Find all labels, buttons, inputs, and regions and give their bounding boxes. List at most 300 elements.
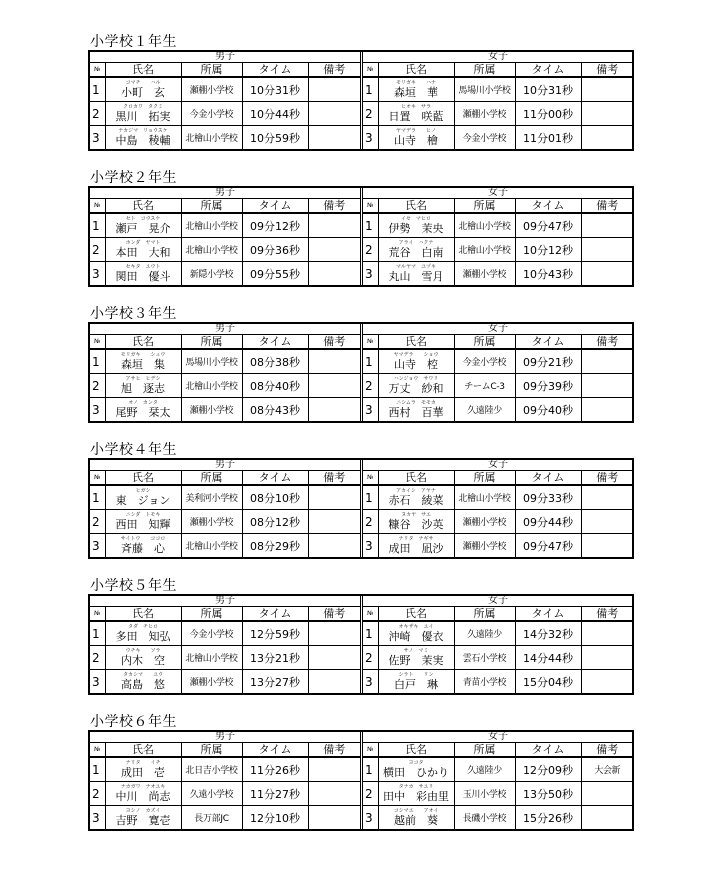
athlete-name-cell: [378, 534, 454, 558]
affiliation: 雲石小学校: [454, 646, 515, 670]
name-furigana: ニシムラ モモカ: [396, 400, 436, 406]
male-heading: 男子: [90, 596, 360, 607]
column-header-note: 備考: [308, 471, 360, 486]
column-header-time: タイム: [242, 199, 308, 214]
column-header-note: 備考: [308, 743, 360, 758]
name-furigana: セト コウスケ: [125, 216, 161, 222]
female-results-table: [363, 596, 633, 693]
athlete-name: 尾野 栞太: [115, 406, 171, 419]
name-furigana: ヨコタ: [408, 760, 424, 766]
athlete-name: 高島 悠: [121, 678, 165, 691]
female-heading: 女子: [363, 52, 633, 63]
name-furigana: ホンダ ヤマト: [125, 240, 161, 246]
result-row: [363, 485, 633, 510]
name-furigana: ウチキ ソラ: [125, 648, 161, 654]
female-results-table: [363, 52, 633, 149]
finish-time: 09分21秒: [515, 349, 581, 374]
athlete-name: 山寺 椌: [394, 358, 438, 371]
column-header-no: №: [90, 199, 105, 214]
athlete-name-cell: [378, 126, 454, 150]
male-results-half: [90, 324, 363, 421]
athlete-name-cell: [378, 510, 454, 534]
affiliation: 馬場川小学校: [181, 349, 242, 374]
affiliation: 瀬棚小学校: [454, 102, 515, 126]
affiliation: 瀬棚小学校: [181, 398, 242, 422]
female-heading: 女子: [363, 732, 633, 743]
rank-number: 3: [90, 806, 105, 830]
name-furigana: ナリタ ナギサ: [398, 536, 434, 542]
name-furigana: ナカジマ リョウスケ: [118, 128, 168, 134]
name-furigana: ヒオキ サラ: [400, 104, 431, 110]
athlete-name-cell: [105, 670, 181, 694]
column-header-no: №: [363, 63, 378, 78]
finish-time: 08分43秒: [242, 398, 308, 422]
gender-header-row: [363, 52, 633, 63]
athlete-name: 横田 ひかり: [383, 766, 449, 779]
athlete-name-cell: [105, 126, 181, 150]
athlete-name: 本田 大和: [115, 246, 171, 259]
note: [581, 646, 633, 670]
result-row: [363, 126, 633, 150]
result-row: [90, 806, 360, 830]
result-row: [90, 262, 360, 286]
result-row: [363, 510, 633, 534]
athlete-name: 中島 稜輔: [115, 134, 171, 147]
result-row: [90, 670, 360, 694]
athlete-name-cell: [378, 621, 454, 646]
note: [308, 485, 360, 510]
rank-number: 2: [363, 510, 378, 534]
finish-time: 11分26秒: [242, 757, 308, 782]
name-furigana: アライ ハクナ: [398, 240, 434, 246]
affiliation: 北檜山小学校: [181, 238, 242, 262]
athlete-name-cell: [105, 510, 181, 534]
column-header-note: 備考: [581, 199, 633, 214]
column-header-note: 備考: [581, 63, 633, 78]
column-header-no: №: [90, 607, 105, 622]
athlete-name: 佐野 茉実: [388, 654, 444, 667]
result-row: [363, 757, 633, 782]
name-furigana: ヤマデラ ヒノ: [396, 128, 436, 134]
column-header-note: 備考: [308, 607, 360, 622]
result-row: [90, 238, 360, 262]
result-row: [363, 398, 633, 422]
name-furigana: サイトウ ココロ: [120, 536, 166, 542]
result-row: [363, 102, 633, 126]
column-header-no: №: [90, 743, 105, 758]
female-results-table: [363, 324, 633, 421]
affiliation: 瀬棚小学校: [454, 534, 515, 558]
name-furigana: マルヤマ ユヅキ: [395, 264, 436, 270]
athlete-name: 万丈 紗和: [388, 382, 444, 395]
rank-number: 1: [363, 77, 378, 102]
finish-time: 09分36秒: [242, 238, 308, 262]
column-header-note: 備考: [308, 199, 360, 214]
athlete-name-cell: [105, 262, 181, 286]
column-header-row: [363, 199, 633, 214]
column-header-time: タイム: [515, 743, 581, 758]
rank-number: 3: [363, 806, 378, 830]
result-row: [363, 806, 633, 830]
rank-number: 2: [90, 374, 105, 398]
male-heading: 男子: [90, 732, 360, 743]
athlete-name-cell: [378, 782, 454, 806]
affiliation: 久遠陸少: [454, 398, 515, 422]
column-header-affiliation: 所属: [181, 607, 242, 622]
athlete-name: 内木 空: [121, 654, 165, 667]
note: [308, 806, 360, 830]
finish-time: 13分21秒: [242, 646, 308, 670]
results-grid: [88, 730, 634, 831]
column-header-name: 氏名: [378, 199, 454, 214]
athlete-name-cell: [105, 398, 181, 422]
column-header-no: №: [90, 335, 105, 350]
column-header-row: [363, 335, 633, 350]
athlete-name: 沖崎 優衣: [388, 630, 444, 643]
name-furigana: オキザキ ユイ: [398, 624, 434, 630]
column-header-no: №: [90, 471, 105, 486]
result-row: [90, 102, 360, 126]
rank-number: 2: [363, 238, 378, 262]
affiliation: 今金小学校: [454, 349, 515, 374]
column-header-no: №: [363, 199, 378, 214]
results-grid: [88, 322, 634, 423]
male-heading: 男子: [90, 188, 360, 199]
note: [581, 621, 633, 646]
finish-time: 12分09秒: [515, 757, 581, 782]
results-grid: [88, 458, 634, 559]
rank-number: 1: [90, 349, 105, 374]
gender-header-row: [363, 732, 633, 743]
section-title: 小学校５年生: [90, 578, 177, 594]
gender-header-row: [90, 596, 360, 607]
result-row: [90, 374, 360, 398]
column-header-name: 氏名: [105, 743, 181, 758]
result-row: [363, 534, 633, 558]
athlete-name-cell: [105, 621, 181, 646]
finish-time: 13分27秒: [242, 670, 308, 694]
name-furigana: クロカワ タクミ: [122, 104, 163, 110]
affiliation: 北檜山小学校: [181, 126, 242, 150]
result-row: [363, 670, 633, 694]
column-header-no: №: [363, 607, 378, 622]
female-results-half: [363, 596, 633, 693]
male-results-half: [90, 732, 363, 829]
affiliation: 久遠小学校: [181, 782, 242, 806]
athlete-name: 成田 壱: [121, 766, 165, 779]
female-results-half: [363, 732, 633, 829]
note: [581, 534, 633, 558]
column-header-affiliation: 所属: [454, 743, 515, 758]
note: [308, 646, 360, 670]
finish-time: 09分47秒: [515, 534, 581, 558]
affiliation: 瀬棚小学校: [181, 77, 242, 102]
athlete-name-cell: [378, 102, 454, 126]
male-results-table: [90, 732, 360, 829]
note: [581, 126, 633, 150]
column-header-affiliation: 所属: [454, 471, 515, 486]
athlete-name: 日置 咲藍: [388, 110, 444, 123]
note: [581, 398, 633, 422]
athlete-name: 瀬戸 晃介: [115, 222, 171, 235]
note: [308, 262, 360, 286]
finish-time: 08分12秒: [242, 510, 308, 534]
finish-time: 11分01秒: [515, 126, 581, 150]
column-header-row: [90, 743, 360, 758]
female-heading: 女子: [363, 188, 633, 199]
name-furigana: ヨシノ カズイ: [125, 808, 161, 814]
name-furigana: タカシマ ユウ: [122, 672, 163, 678]
column-header-note: 備考: [581, 607, 633, 622]
athlete-name-cell: [105, 213, 181, 238]
column-header-time: タイム: [242, 63, 308, 78]
athlete-name: 多田 知弘: [115, 630, 171, 643]
result-row: [363, 262, 633, 286]
male-results-table: [90, 324, 360, 421]
finish-time: 10分12秒: [515, 238, 581, 262]
rank-number: 1: [90, 485, 105, 510]
male-results-table: [90, 188, 360, 285]
result-row: [363, 782, 633, 806]
affiliation: 瀬棚小学校: [181, 670, 242, 694]
affiliation: 北檜山小学校: [181, 213, 242, 238]
athlete-name: 黒川 拓実: [115, 110, 171, 123]
column-header-no: №: [363, 471, 378, 486]
finish-time: 10分44秒: [242, 102, 308, 126]
gender-header-row: [363, 460, 633, 471]
male-results-half: [90, 596, 363, 693]
rank-number: 2: [90, 782, 105, 806]
result-row: [90, 77, 360, 102]
note: [308, 534, 360, 558]
affiliation: 北檜山小学校: [181, 534, 242, 558]
affiliation: 北檜山小学校: [454, 485, 515, 510]
note: [581, 670, 633, 694]
column-header-time: タイム: [515, 607, 581, 622]
result-row: [90, 349, 360, 374]
athlete-name: 斉藤 心: [121, 542, 165, 555]
column-header-time: タイム: [515, 63, 581, 78]
athlete-name: 中川 尚志: [115, 790, 171, 803]
result-row: [90, 510, 360, 534]
column-header-note: 備考: [581, 743, 633, 758]
male-heading: 男子: [90, 460, 360, 471]
affiliation: 瀬棚小学校: [454, 262, 515, 286]
athlete-name-cell: [378, 349, 454, 374]
finish-time: 15分26秒: [515, 806, 581, 830]
name-furigana: モリガキ シュウ: [120, 352, 166, 358]
column-header-row: [363, 743, 633, 758]
column-header-time: タイム: [515, 199, 581, 214]
female-heading: 女子: [363, 324, 633, 335]
rank-number: 2: [363, 102, 378, 126]
name-furigana: コマチ ハル: [125, 80, 161, 86]
column-header-no: №: [363, 335, 378, 350]
finish-time: 09分39秒: [515, 374, 581, 398]
result-row: [90, 646, 360, 670]
athlete-name-cell: [378, 77, 454, 102]
affiliation: 長万部JC: [181, 806, 242, 830]
athlete-name-cell: [105, 646, 181, 670]
finish-time: 11分00秒: [515, 102, 581, 126]
result-row: [363, 77, 633, 102]
athlete-name-cell: [378, 646, 454, 670]
column-header-time: タイム: [242, 335, 308, 350]
finish-time: 11分27秒: [242, 782, 308, 806]
grade-section: [88, 442, 634, 559]
grade-section: [88, 306, 634, 423]
column-header-affiliation: 所属: [181, 335, 242, 350]
rank-number: 3: [90, 670, 105, 694]
column-header-row: [90, 199, 360, 214]
name-furigana: サノ マミ: [403, 648, 429, 654]
affiliation: 今金小学校: [181, 621, 242, 646]
rank-number: 1: [363, 213, 378, 238]
finish-time: 09分47秒: [515, 213, 581, 238]
result-row: [363, 646, 633, 670]
grade-section: [88, 578, 634, 695]
column-header-affiliation: 所属: [181, 63, 242, 78]
gender-header-row: [90, 52, 360, 63]
affiliation: チームC-3: [454, 374, 515, 398]
female-results-table: [363, 460, 633, 557]
gender-header-row: [90, 324, 360, 335]
result-row: [90, 757, 360, 782]
name-furigana: ヤマデラ ショウ: [393, 352, 439, 358]
column-header-note: 備考: [581, 471, 633, 486]
female-results-half: [363, 324, 633, 421]
name-furigana: セキタ ユウト: [125, 264, 161, 270]
note: [581, 510, 633, 534]
rank-number: 2: [90, 646, 105, 670]
result-row: [363, 621, 633, 646]
affiliation: 久遠陸少: [454, 621, 515, 646]
affiliation: 北檜山小学校: [181, 646, 242, 670]
athlete-name: 荒谷 白南: [388, 246, 444, 259]
column-header-time: タイム: [515, 471, 581, 486]
affiliation: 北檜山小学校: [454, 213, 515, 238]
male-results-table: [90, 596, 360, 693]
athlete-name-cell: [105, 485, 181, 510]
finish-time: 14分32秒: [515, 621, 581, 646]
rank-number: 3: [90, 262, 105, 286]
affiliation: 今金小学校: [181, 102, 242, 126]
female-heading: 女子: [363, 596, 633, 607]
finish-time: 10分31秒: [515, 77, 581, 102]
athlete-name-cell: [105, 349, 181, 374]
column-header-time: タイム: [242, 743, 308, 758]
note: [581, 485, 633, 510]
column-header-name: 氏名: [105, 63, 181, 78]
affiliation: 新隠小学校: [181, 262, 242, 286]
athlete-name: 東 ジョン: [115, 494, 171, 507]
affiliation: 今金小学校: [454, 126, 515, 150]
column-header-row: [90, 63, 360, 78]
male-results-table: [90, 460, 360, 557]
finish-time: 10分59秒: [242, 126, 308, 150]
note: [308, 782, 360, 806]
rank-number: 1: [90, 213, 105, 238]
name-furigana: タナカ サユリ: [398, 784, 434, 790]
note: [308, 757, 360, 782]
female-results-table: [363, 188, 633, 285]
affiliation: 玉川小学校: [454, 782, 515, 806]
athlete-name-cell: [105, 534, 181, 558]
section-title: 小学校６年生: [90, 714, 177, 730]
note: [308, 238, 360, 262]
column-header-name: 氏名: [105, 335, 181, 350]
athlete-name-cell: [378, 238, 454, 262]
column-header-no: №: [363, 743, 378, 758]
result-row: [90, 485, 360, 510]
male-results-table: [90, 52, 360, 149]
athlete-name-cell: [378, 398, 454, 422]
athlete-name: 赤石 綾菜: [388, 494, 444, 507]
athlete-name-cell: [105, 757, 181, 782]
athlete-name: 越前 葵: [394, 814, 438, 827]
column-header-row: [90, 607, 360, 622]
column-header-note: 備考: [581, 335, 633, 350]
athlete-name-cell: [378, 806, 454, 830]
note: [308, 213, 360, 238]
athlete-name-cell: [378, 670, 454, 694]
result-row: [90, 782, 360, 806]
athlete-name-cell: [378, 262, 454, 286]
athlete-name: 成田 凪沙: [388, 542, 444, 555]
name-furigana: コシマエ アオイ: [393, 808, 439, 814]
athlete-name: 旭 逐志: [121, 382, 165, 395]
rank-number: 3: [363, 534, 378, 558]
note: [308, 102, 360, 126]
finish-time: 08分29秒: [242, 534, 308, 558]
athlete-name-cell: [105, 782, 181, 806]
affiliation: 北檜山小学校: [181, 374, 242, 398]
results-grid: [88, 594, 634, 695]
column-header-name: 氏名: [105, 199, 181, 214]
name-furigana: ナリタ イチ: [125, 760, 161, 766]
affiliation: 美利河小学校: [181, 485, 242, 510]
male-results-half: [90, 188, 363, 285]
male-heading: 男子: [90, 52, 360, 63]
results-grid: [88, 50, 634, 151]
name-furigana: シラト リン: [398, 672, 434, 678]
rank-number: 1: [90, 77, 105, 102]
gender-header-row: [90, 188, 360, 199]
rank-number: 1: [363, 349, 378, 374]
athlete-name: 田中 彩由里: [383, 790, 449, 803]
finish-time: 09分44秒: [515, 510, 581, 534]
grade-section: [88, 714, 634, 831]
finish-time: 13分50秒: [515, 782, 581, 806]
rank-number: 1: [363, 621, 378, 646]
name-furigana: オノ カンタ: [128, 400, 158, 406]
name-furigana: ナカガワ ナオユキ: [120, 784, 166, 790]
column-header-name: 氏名: [378, 607, 454, 622]
rank-number: 1: [90, 621, 105, 646]
finish-time: 12分10秒: [242, 806, 308, 830]
rank-number: 2: [363, 646, 378, 670]
finish-time: 09分33秒: [515, 485, 581, 510]
finish-time: 14分44秒: [515, 646, 581, 670]
rank-number: 2: [363, 782, 378, 806]
finish-time: 10分31秒: [242, 77, 308, 102]
rank-number: 3: [363, 670, 378, 694]
column-header-affiliation: 所属: [454, 199, 515, 214]
rank-number: 1: [363, 757, 378, 782]
female-results-half: [363, 52, 633, 149]
rank-number: 3: [90, 534, 105, 558]
column-header-row: [90, 471, 360, 486]
